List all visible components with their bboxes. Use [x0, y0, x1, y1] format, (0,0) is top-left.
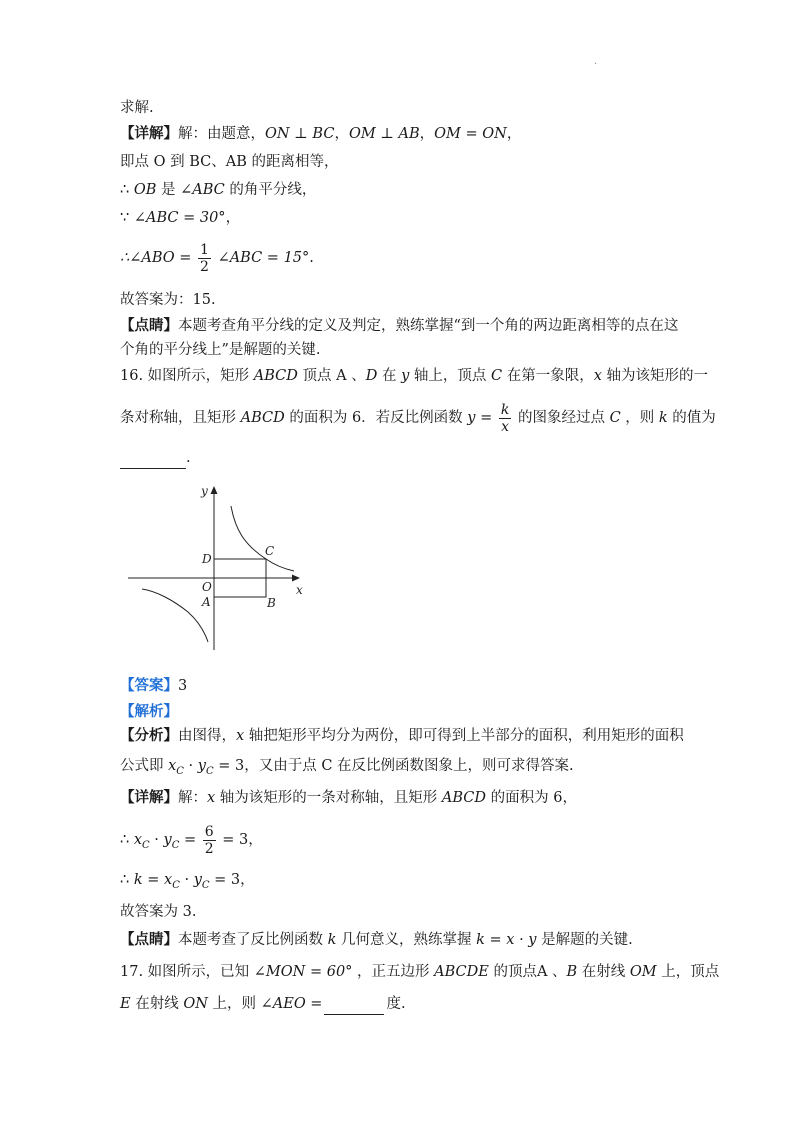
text: 的角平分线，	[224, 182, 317, 198]
therefore-symbol: ∴	[120, 832, 134, 848]
therefore-symbol: ∴	[120, 872, 134, 888]
math-c: C	[491, 368, 503, 384]
text: 度.	[386, 996, 406, 1012]
punct: .	[309, 250, 314, 266]
text: ，又由于点 C 在反比例函数图象上，则可求得答案.	[244, 758, 574, 774]
text: 在射线	[577, 964, 630, 980]
math-y-eq: y =	[467, 410, 493, 426]
text: 上，则	[207, 996, 261, 1012]
text: 公式即	[120, 758, 169, 774]
math-e: E	[120, 996, 131, 1012]
fraction-six-halves	[203, 824, 216, 857]
numerator: 6	[204, 823, 214, 840]
dot: ·	[183, 758, 198, 774]
line-analysis-tag	[120, 702, 178, 722]
math-x: x	[207, 790, 216, 806]
equals: =	[179, 832, 197, 848]
text: 几何意义，熟练掌握	[336, 932, 477, 948]
tag-analysis: 【解析】	[120, 704, 178, 720]
because-symbol: ∵	[120, 210, 134, 226]
line-xc-yc	[120, 820, 263, 866]
math-b: B	[566, 964, 578, 980]
punct: ，	[334, 126, 349, 142]
text: 在第一象限，	[502, 368, 594, 384]
line-k-result	[120, 870, 255, 896]
math-om: OM	[629, 964, 657, 980]
math-x: x	[593, 368, 602, 384]
numerator: 1	[200, 241, 209, 258]
math-om-eq-on: OM = ON	[434, 126, 507, 142]
punct: ，	[240, 872, 255, 888]
subscript-c: C	[201, 879, 210, 891]
text: 的值为	[667, 410, 716, 426]
text: 解：由题意，	[178, 126, 265, 142]
math-y: y	[401, 368, 410, 384]
line-qiujie: 求解.	[120, 100, 154, 116]
text: 上，顶点	[656, 964, 720, 980]
point-d-label: D	[202, 552, 212, 566]
punct: .	[186, 450, 191, 466]
math-ob: OB	[133, 182, 157, 198]
subscript-c: C	[142, 839, 150, 851]
line-detail-15	[120, 124, 521, 144]
tag-comment: 【点睛】	[120, 932, 178, 948]
subscript-c: C	[176, 765, 184, 777]
text: 的顶点A 、	[488, 964, 567, 980]
line-answer-15: 故答案为：15.	[120, 292, 216, 308]
line-answer-16: 故答案为 3.	[120, 904, 197, 920]
text: 轴上，顶点	[409, 368, 491, 384]
hyperbola-branch-1	[231, 506, 294, 571]
text: 本题考查了反比例函数	[178, 932, 328, 948]
tag-answer: 【答案】	[120, 678, 178, 694]
answer-blank	[120, 448, 186, 469]
text: 的图象经过点	[517, 410, 610, 426]
math-angle-abc: ∠ABC	[180, 182, 225, 198]
page-mark: .	[594, 56, 598, 67]
punct: ，	[506, 126, 522, 142]
denominator: 2	[204, 840, 214, 857]
dot: ·	[149, 832, 164, 848]
math-x: x	[133, 832, 143, 848]
line-comment-15b: 个角的平分线上”是解题的关键.	[120, 342, 321, 358]
y-axis-label: y	[201, 484, 208, 498]
line-question-16a	[120, 366, 708, 386]
therefore-symbol: ∴	[120, 182, 134, 198]
math-d: D	[365, 368, 378, 384]
line-equal-distance: 即点 O 到 BC、AB 的距离相等，	[120, 154, 339, 170]
line-detail-16	[120, 788, 577, 808]
text: 顶点 A 、	[297, 368, 366, 384]
text: 在射线	[130, 996, 184, 1012]
subscript-c: C	[205, 765, 214, 777]
tag-comment: 【点睛】	[120, 318, 178, 334]
text: 16. 如图所示，矩形	[120, 368, 254, 384]
hyperbola-branch-3	[142, 589, 208, 642]
line-comment-16	[120, 930, 633, 950]
math-angle-mon: ∠MON = 60°	[253, 964, 353, 980]
fraction-half	[198, 242, 211, 275]
equals: =	[142, 872, 165, 888]
math-y: y	[163, 832, 172, 848]
text: 解：	[178, 790, 207, 806]
line-question-17a	[120, 962, 719, 982]
line-bisector	[120, 180, 316, 200]
text: 是	[156, 182, 181, 198]
math-on-perp-bc: ON ⊥ BC	[265, 126, 335, 142]
answer-blank	[324, 994, 384, 1015]
text: 的面积为 6，	[486, 790, 577, 806]
origin-label: O	[202, 580, 212, 594]
text: 条对称轴，且矩形	[120, 410, 241, 426]
text: 轴为该矩形的一	[601, 368, 709, 384]
math-x: x	[164, 872, 173, 888]
tag-detail: 【详解】	[120, 790, 178, 806]
denominator: x	[501, 418, 510, 435]
math-angle-abc-15: ∠ABC = 15°	[217, 250, 310, 266]
text: 是解题的关键.	[536, 932, 633, 948]
math-om-perp-ab: OM ⊥ AB	[348, 126, 420, 142]
tag-detail: 【详解】	[120, 126, 178, 142]
fraction-k-over-x	[499, 402, 511, 435]
math-c: C	[609, 410, 621, 426]
equals-3: = 3	[213, 758, 245, 774]
equals-3: = 3	[209, 872, 241, 888]
line-abo-result	[120, 240, 314, 276]
subscript-c: C	[172, 879, 180, 891]
line-fenxi-a	[120, 726, 684, 746]
subscript-c: C	[171, 839, 180, 851]
text: 在	[377, 368, 402, 384]
math-abcde: ABCDE	[434, 964, 489, 980]
line-because	[120, 208, 240, 228]
text: ，正五边形	[352, 964, 435, 980]
point-c-label: C	[265, 544, 275, 558]
math-k: k	[133, 872, 143, 888]
line-answer-tag	[120, 676, 187, 696]
punct: ，	[248, 832, 263, 848]
text: 轴把矩形平均分为两份，即可得到上半部分的面积，利用矩形的面积	[244, 728, 684, 744]
text: 由图得，	[178, 728, 236, 744]
text: 本题考查角平分线的定义及判定，熟练掌握“到一个角的两边距离相等的点在这	[178, 318, 679, 334]
x-axis-label: x	[296, 583, 303, 597]
math-x: x	[168, 758, 177, 774]
math-k-eq-xy: k = x · y	[476, 932, 537, 948]
answer-value: 3	[178, 678, 188, 694]
text: ，则	[620, 410, 659, 426]
line-answer-blank-16	[120, 448, 191, 469]
math-abcd: ABCD	[240, 410, 285, 426]
math-on: ON	[183, 996, 208, 1012]
equals-3: = 3	[222, 832, 249, 848]
text: 的面积为 6．若反比例函数	[284, 410, 468, 426]
math-abcd: ABCD	[441, 790, 487, 806]
math-k: k	[327, 932, 337, 948]
math-x: x	[236, 728, 245, 744]
tag-fenxi: 【分析】	[120, 728, 178, 744]
line-fenxi-b	[120, 756, 574, 782]
x-axis-arrow	[292, 575, 300, 582]
math-angle-abo: ∴∠ABO =	[120, 250, 192, 266]
hyperbola-rectangle-figure	[128, 478, 308, 652]
math-k: k	[658, 410, 668, 426]
point-b-label: B	[267, 596, 276, 610]
line-comment-15a	[120, 316, 678, 336]
punct: ，	[225, 210, 241, 226]
denominator: 2	[200, 258, 209, 275]
punct: ，	[419, 126, 435, 142]
line-question-16b	[120, 398, 716, 438]
math-y: y	[193, 872, 202, 888]
math-y: y	[197, 758, 206, 774]
dot: ·	[179, 872, 194, 888]
y-axis-arrow	[211, 486, 218, 494]
point-a-label: A	[202, 595, 211, 609]
line-question-17b	[120, 994, 406, 1015]
math-angle-aeo: ∠AEO =	[260, 996, 323, 1012]
text: 17. 如图所示，已知	[120, 964, 254, 980]
numerator: k	[500, 401, 510, 418]
math-angle-abc-30: ∠ABC = 30°	[133, 210, 226, 226]
text: 轴为该矩形的一条对称轴，且矩形	[215, 790, 442, 806]
math-abcd: ABCD	[253, 368, 298, 384]
